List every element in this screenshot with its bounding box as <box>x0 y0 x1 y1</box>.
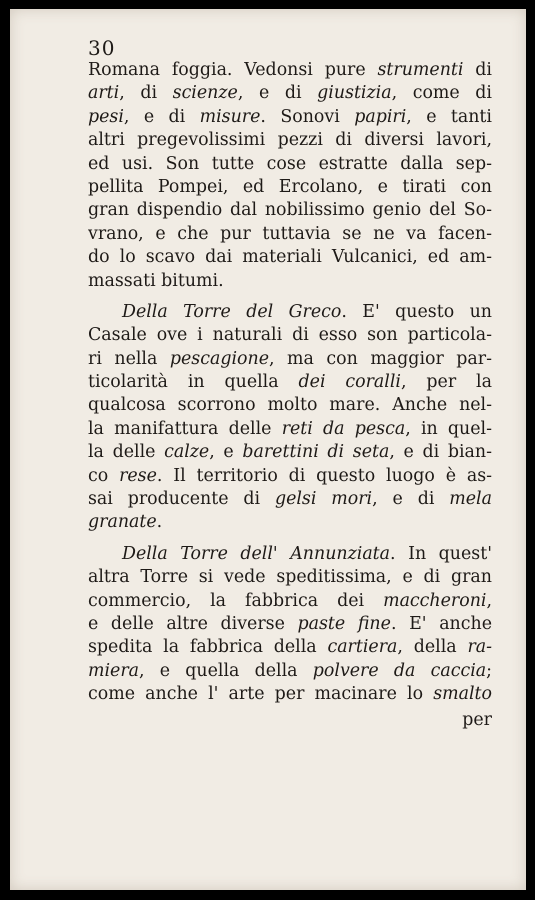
italic-text: misure <box>199 106 261 127</box>
text-run: massati bitumi. <box>88 270 224 291</box>
text-run: Casale ove i naturali di esso son particola- <box>88 325 492 346</box>
text-run: . Sonovi <box>260 106 355 127</box>
text-run: altra Torre si vede speditissima, e di gran <box>88 567 492 588</box>
text-run: ticolarità in quella <box>88 372 299 393</box>
text-run: . <box>156 512 163 533</box>
text-run: vrano, e che pur tuttavia se ne va facen- <box>88 223 492 244</box>
text-line <box>88 660 492 683</box>
text-line <box>88 418 492 441</box>
italic-text: strumenti <box>377 60 464 80</box>
italic-text: calze <box>164 442 210 463</box>
text-run: . In quest' <box>390 543 492 564</box>
text-run: co <box>88 465 120 486</box>
text-line <box>88 82 492 105</box>
text-line <box>88 270 492 293</box>
italic-text: smalto <box>433 684 492 705</box>
text-line <box>88 348 492 371</box>
italic-text: miera <box>88 660 140 681</box>
text-run: do lo scavo dai materiali Vulcanici, ed am- <box>88 247 492 268</box>
text-line <box>88 636 492 659</box>
text-run: Romana foggia. Vedonsi pure <box>88 60 378 80</box>
text-line <box>88 176 492 199</box>
text-line <box>88 199 492 222</box>
book-page <box>10 9 526 890</box>
text-run: ri nella <box>88 348 170 369</box>
text-line <box>88 129 492 152</box>
italic-text: papiri <box>354 106 407 127</box>
text-run: altri pregevolissimi pezzi di diversi lavori, <box>88 130 492 151</box>
catchword: per <box>462 709 492 730</box>
italic-text: cartiera <box>327 637 398 658</box>
text-run: gran dispendio dal nobilissimo genio del So- <box>88 200 492 221</box>
italic-text: pesi <box>88 106 124 127</box>
text-line <box>88 324 492 347</box>
text-run: la manifattura delle <box>88 418 282 439</box>
italic-text: barettini di seta <box>242 442 390 463</box>
italic-text: dei coralli <box>298 372 401 393</box>
italic-text: maccheroni <box>383 590 487 611</box>
text-run: qualcosa scorrono molto mare. Anche nel- <box>88 395 492 416</box>
text-run: e delle altre diverse <box>88 613 298 634</box>
text-run: , <box>486 590 492 611</box>
text-run: , e di <box>123 106 200 127</box>
italic-text: Della Torre dell' Annunziata <box>122 543 391 564</box>
text-line <box>88 566 492 589</box>
page-text <box>88 37 492 732</box>
italic-text: paste fine <box>297 613 391 634</box>
text-run: come anche l' arte per macinare lo <box>88 684 434 705</box>
page-number: 30 <box>88 36 116 60</box>
text-run: , come di <box>391 83 492 104</box>
text-line <box>88 394 492 417</box>
text-run: , e <box>209 442 243 463</box>
text-line <box>88 488 492 511</box>
italic-text: ra- <box>467 637 492 658</box>
italic-text: gelsi mori <box>274 489 373 510</box>
text-run: di <box>463 60 492 80</box>
text-run: . E' questo un <box>341 301 492 322</box>
text-run: ; <box>486 660 492 681</box>
italic-text: granate <box>88 512 157 533</box>
text-run: , in quel- <box>405 418 492 439</box>
text-run: ed usi. Son tutte cose estratte dalla sep- <box>88 153 492 174</box>
text-line <box>88 590 492 613</box>
text-run: pellita Pompei, ed Ercolano, e tirati con <box>88 176 492 197</box>
italic-text: rese <box>119 465 157 486</box>
text-run: , di <box>119 83 173 104</box>
text-line <box>88 153 492 176</box>
text-run: , e di <box>237 83 318 104</box>
italic-text: giustizia <box>317 83 392 104</box>
paragraph-gap <box>88 293 492 298</box>
text-run: sai producente di <box>88 489 275 510</box>
italic-text: scienze <box>172 83 238 104</box>
text-line <box>88 59 492 82</box>
italic-text: pescagione <box>169 348 269 369</box>
text-line <box>88 511 492 534</box>
text-lines <box>88 59 492 707</box>
text-run: la delle <box>88 442 165 463</box>
text-line <box>88 371 492 394</box>
italic-text: polvere da caccia <box>312 660 487 681</box>
text-run: , e di <box>372 489 450 510</box>
text-run: , e tanti <box>406 106 492 127</box>
text-run: . E' anche <box>390 613 492 634</box>
text-run: spedita la fabbrica della <box>88 637 328 658</box>
text-line <box>88 441 492 464</box>
text-line <box>88 613 492 636</box>
text-run: , e di bian- <box>389 442 492 463</box>
italic-text: reti da pesca <box>281 418 406 439</box>
text-run: , ma con maggior par- <box>269 348 492 369</box>
paragraph-heading-line <box>88 301 492 324</box>
paragraph-heading-line <box>88 543 492 566</box>
italic-text: mela <box>449 489 492 510</box>
paragraph-gap <box>88 535 492 540</box>
text-line <box>88 465 492 488</box>
text-run: , della <box>397 637 468 658</box>
text-line <box>88 106 492 129</box>
text-run: . Il territorio di questo luogo è as- <box>156 465 492 486</box>
text-line <box>88 683 492 706</box>
text-run: commercio, la fabbrica dei <box>88 590 384 611</box>
text-run: , e quella della <box>139 660 313 681</box>
text-line <box>88 223 492 246</box>
text-run: , per la <box>400 372 492 393</box>
text-line <box>88 246 492 269</box>
italic-text: Della Torre del Greco <box>122 301 342 322</box>
italic-text: arti <box>88 83 120 104</box>
